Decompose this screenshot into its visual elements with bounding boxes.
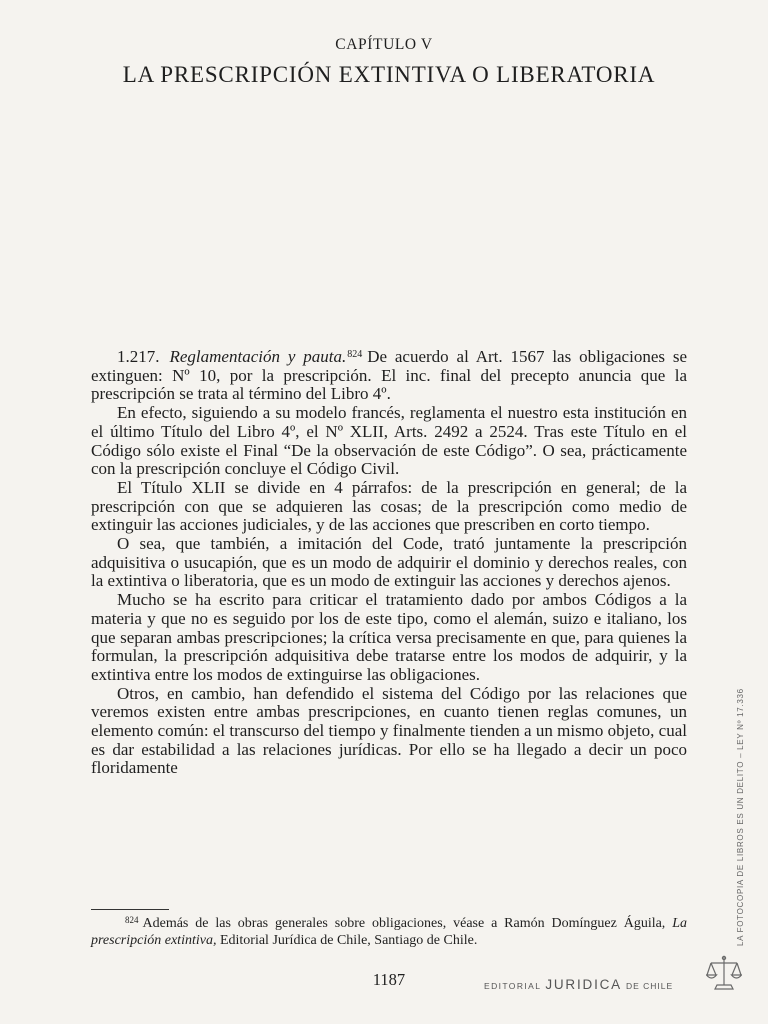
paragraph-4: O sea, que también, a imitación del Code, trató juntamente la prescripción adquisitiva o usucapión, que es un modo de adquirir el dominio y derechos reales, con la extintiva o liberatoria, que es un modo de extinguir las acciones y derechos ajenos. (91, 534, 687, 591)
footnote-reference[interactable]: 824 (347, 348, 363, 360)
footnote (91, 915, 687, 949)
paragraph-3: El Título XLII se divide en 4 párrafos: de la prescripción en general; de la prescripción con que se adquieren las cosas; de la prescripción como medio de extinguir las acciones judiciales, y de las acciones que prescriben en corto tiempo. (91, 477, 687, 535)
publisher-imprint (484, 976, 673, 994)
footnote-text (91, 915, 687, 949)
paragraph-text: De acuerdo al Art. 1567 las obligaciones se extinguen: Nº 10, por la prescripción. El inc. final del precepto anuncia que la prescripción se trata al término del Libro 4º. (91, 347, 687, 404)
paragraph-5: Mucho se ha escrito para criticar el tratamiento dado por ambos Códigos a la materia y que no es seguido por los de este tipo, como el alemán, suizo e italiano, los que separan ambas prescripciones; la crítica versa precisamente en que, para quienes la formulan, la prescripción adquisitiva debe tratarse entre los modos de adquirir, y la extintiva entre los modos de extinguirse las obligaciones. (91, 590, 687, 684)
footnote-number: 824 (125, 914, 139, 925)
paragraph-6: Otros, en cambio, han defendido el sistema del Código por las relaciones que veremos existen entre ambas prescripciones, en cuanto tienen reglas comunes, un elemento común: el transcurso del tiempo y finalmente tienden a un mismo objeto, cual es dar estabilidad a las relaciones jurídicas. Por ello se ha llegado a decir un poco floridamente (91, 683, 687, 778)
chapter-label: CAPÍTULO V (335, 36, 433, 53)
paragraph-2: En efecto, siguiendo a su modelo francés, reglamenta el nuestro esta institución en el último Título del Libro 4º, el Nº XLII, Arts. 2492 a 2524. Tras este Título en el Código sólo existe el Final “De la observación de este Código”. O sea, prácticamente con la prescripción concluye el Código Civil. (91, 403, 687, 479)
publisher-name: JURIDICA (545, 977, 622, 992)
footnote-text-after: Editorial Jurídica de Chile, Santiago de Chile. (219, 933, 478, 948)
section-number: 1.217. (117, 347, 160, 366)
body-text (91, 348, 687, 778)
page-number: 1187 (372, 970, 406, 989)
copyright-notice: LA FOTOCOPIA DE LIBROS ES UN DELITO – LEY Nº 17.336 (736, 688, 745, 946)
publisher-prefix: EDITORIAL (484, 981, 542, 991)
section-heading: Reglamentación y pauta. (169, 347, 347, 366)
publisher-suffix: DE CHILE (625, 981, 674, 991)
footnote-text-before: Además de las obras generales sobre obligaciones, véase a Ramón Domínguez Águila, (142, 916, 666, 931)
footnote-work-title: La prescripción extintiva, (91, 916, 687, 948)
footnote-divider (91, 909, 169, 910)
paragraph-1 (91, 348, 687, 404)
scales-of-justice-icon (706, 954, 742, 992)
chapter-title: LA PRESCRIPCIÓN EXTINTIVA O LIBERATORIA (122, 62, 656, 87)
